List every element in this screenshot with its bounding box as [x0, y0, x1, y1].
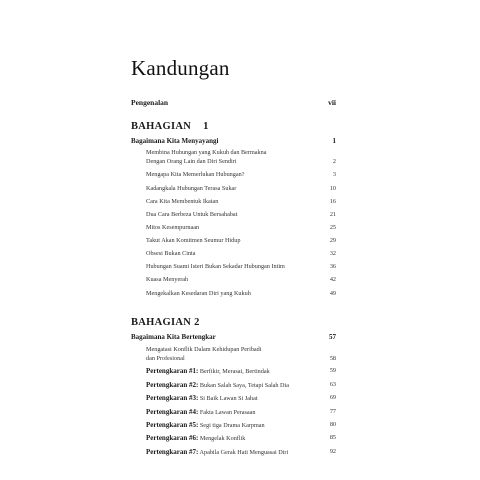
toc-entry-label: Cara Kita Membentuk Ikatan — [146, 198, 219, 205]
part1-heading-text: BAHAGIAN — [131, 121, 192, 132]
fight-key: Pertengkaran #2: — [146, 381, 199, 389]
toc-entry-label: Kuasa Menyerah — [146, 276, 189, 283]
toc-entry-page: 10 — [329, 185, 336, 192]
toc-entry-page: 58 — [329, 355, 336, 362]
fight-key: Pertengkaran #5: — [146, 421, 199, 429]
fight-page: 77 — [329, 408, 336, 415]
toc-entry-page: 32 — [329, 250, 336, 257]
toc-entry-label: Takut Akan Komitmen Seumur Hidup — [146, 237, 241, 244]
toc-entry-label: Kadangkala Hubungan Terasa Sukar — [146, 185, 237, 192]
toc-entry-page: 2 — [332, 158, 336, 165]
fight-page: 92 — [329, 448, 336, 455]
fight-text: Berfikir, Merasai, Bertindak — [199, 368, 270, 375]
toc-entry-page: 16 — [329, 198, 336, 205]
toc-entry-page: 3 — [332, 171, 336, 178]
fight-text: Si Baik Lawan Si Jahat — [199, 395, 258, 402]
toc-entry-page: 21 — [329, 211, 336, 218]
fight-page: 63 — [329, 381, 336, 388]
toc-entry-page: 49 — [329, 290, 336, 297]
intro-label: Pengenalan — [131, 98, 169, 107]
fight-key: Pertengkaran #7: — [146, 448, 199, 456]
toc-entry-label: Dua Cara Berbeza Untuk Bersahabat — [146, 211, 238, 218]
fight-page: 85 — [329, 434, 336, 441]
toc-entry-label: Hubungan Suami Isteri Bukan Sekadar Hubungan Intim — [146, 263, 285, 270]
fight-key: Pertengkaran #3: — [146, 394, 199, 402]
fight-text: Segi tiga Drama Karpman — [199, 422, 265, 429]
intro-page: vii — [328, 98, 336, 107]
part2-section-page: 57 — [329, 333, 336, 341]
part1-section-label: Bagaimana Kita Menyayangi — [131, 137, 219, 145]
part2-section-label: Bagaimana Kita Bertengkar — [131, 333, 216, 341]
fight-key: Pertengkaran #4: — [146, 408, 199, 416]
fight-page: 80 — [329, 421, 336, 428]
toc-entry-label: Obsesi Bukan Cinta — [146, 250, 196, 257]
toc-entry-label-line1: Mengatasi Konflik Dalam Kehidupan Peribadi — [146, 346, 262, 353]
fight-text: Mengelak Konflik — [199, 435, 246, 442]
toc-entry-label-line2: dan Profesional — [146, 355, 185, 362]
part1-section-page: 1 — [332, 137, 336, 145]
toc-entry-label: Mengekalkan Kesedaran Diri yang Kukuh — [146, 290, 251, 297]
toc-entry-label-line1: Membina Hubungan yang Kukuh dan Bermakna — [146, 149, 267, 156]
fight-text: Bukan Salah Saya, Tetapi Salah Dia — [199, 382, 289, 389]
toc-entry-label-line2: Dengan Orang Lain dan Diri Sendiri — [146, 158, 237, 165]
toc-entry-page: 42 — [329, 276, 336, 283]
toc-entry-page: 36 — [329, 263, 336, 270]
toc-entry-label: Mitos Kesempurnaan — [146, 224, 200, 231]
fight-text: Apabila Gerak Hati Menguasai Diri — [199, 449, 289, 456]
fight-page: 69 — [329, 394, 336, 401]
page-title: Kandungan — [131, 56, 230, 80]
toc-entry-page: 25 — [329, 224, 336, 231]
toc-entry-label: Mengapa Kita Memerlukan Hubungan? — [146, 171, 245, 178]
fight-page: 59 — [329, 367, 336, 374]
part1-number: 1 — [203, 121, 209, 132]
fight-text: Fakta Lawan Perasaan — [199, 409, 256, 416]
toc-entry-page: 29 — [329, 237, 336, 244]
fight-key: Pertengkaran #1: — [146, 367, 199, 375]
fight-key: Pertengkaran #6: — [146, 434, 199, 442]
part2-heading-text: BAHAGIAN 2 — [131, 317, 200, 328]
